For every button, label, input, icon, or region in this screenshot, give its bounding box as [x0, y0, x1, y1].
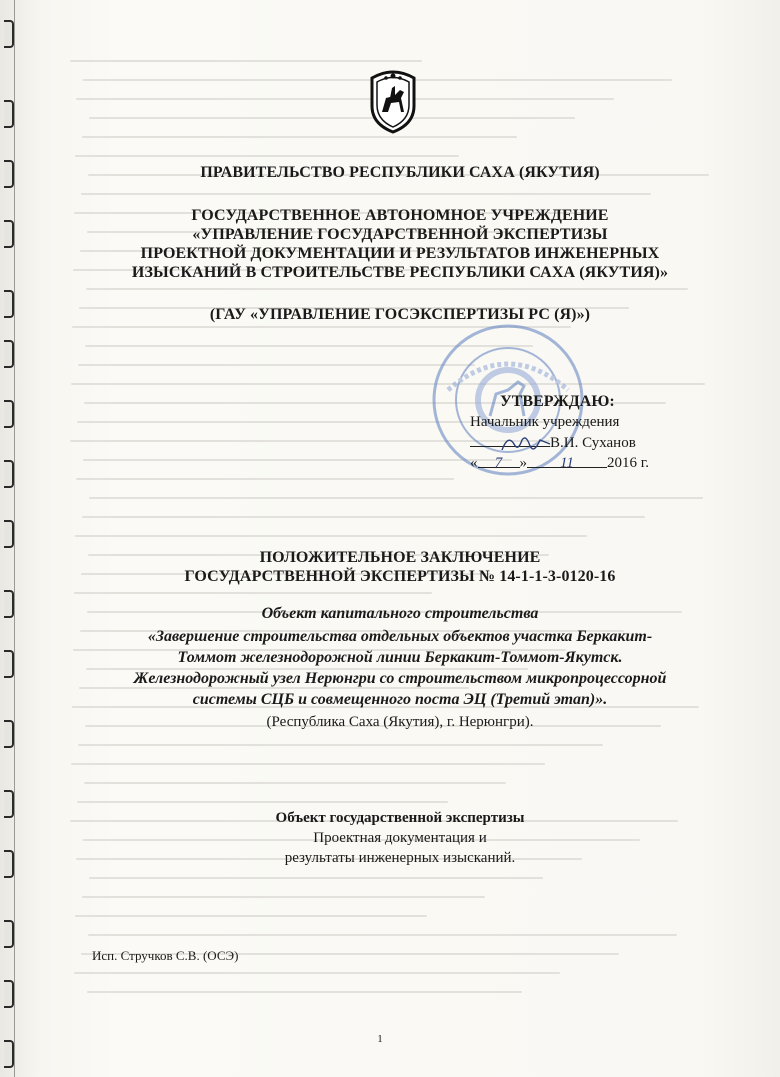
government-title: ПРАВИТЕЛЬСТВО РЕСПУБЛИКИ САХА (ЯКУТИЯ) — [200, 164, 600, 181]
binding-hole — [4, 460, 14, 488]
binding-hole — [4, 290, 14, 318]
binding-hole — [4, 520, 14, 548]
approval-title: УТВЕРЖДАЮ: — [500, 393, 615, 410]
expertise-value-line: результаты инженерных изысканий. — [284, 850, 516, 866]
expertise-value-line: Проектная документация и — [313, 830, 487, 846]
ghost-line — [88, 934, 677, 936]
ghost-line — [78, 744, 603, 746]
executor-note: Исп. Стручков С.В. (ОСЭ) — [92, 948, 239, 963]
ghost-line — [82, 516, 645, 518]
date-month: 11 — [527, 453, 607, 468]
ghost-line — [78, 364, 475, 366]
binding-hole — [4, 160, 14, 188]
binding-hole — [4, 650, 14, 678]
bleed-through-text — [70, 60, 710, 1020]
binding-hole — [4, 220, 14, 248]
organization-line: ИЗЫСКАНИЙ В СТРОИТЕЛЬСТВЕ РЕСПУБЛИКИ САХА (ЯКУТИЯ)» — [131, 264, 669, 281]
object-name-line: «Завершение строительства отдельных объектов участка Беркакит- — [147, 628, 653, 645]
organization-name — [60, 206, 740, 282]
organization-short-name: (ГАУ «УПРАВЛЕНИЕ ГОСЭКСПЕРТИЗЫ РС (Я)») — [209, 306, 591, 323]
binding-hole — [4, 340, 14, 368]
organization-line: ГОСУДАРСТВЕННОЕ АВТОНОМНОЕ УЧРЕЖДЕНИЕ — [191, 207, 609, 224]
ghost-line — [89, 877, 543, 879]
ghost-line — [71, 383, 705, 385]
object-location: (Республика Саха (Якутия), г. Нерюнгри). — [266, 714, 534, 730]
object-name-line: системы СЦБ и совмещенного поста ЭЦ (Третий этап)». — [192, 691, 608, 708]
date-open-quote: « — [470, 455, 478, 471]
ghost-line — [74, 972, 560, 974]
binding-hole — [4, 1040, 14, 1068]
ghost-line — [77, 801, 448, 803]
approval-date-row — [470, 453, 710, 473]
ghost-line — [75, 915, 427, 917]
binding-hole — [4, 980, 14, 1008]
conclusion-title-line: ГОСУДАРСТВЕННОЙ ЭКСПЕРТИЗЫ № 14-1-1-3-0120-16 — [184, 568, 616, 585]
ghost-line — [84, 782, 506, 784]
ghost-line — [76, 478, 454, 480]
binding-hole — [4, 920, 14, 948]
ghost-line — [81, 193, 651, 195]
organization-line: ПРОЕКТНОЙ ДОКУМЕНТАЦИИ И РЕЗУЛЬТАТОВ ИНЖЕНЕРНЫХ — [140, 245, 660, 262]
expertise-value — [60, 828, 740, 868]
ghost-line — [70, 60, 422, 62]
sakha-emblem-icon — [364, 68, 422, 134]
object-name-line: Железнодорожный узел Нерюнгри со строительством микропроцессорной — [133, 670, 667, 687]
binding-hole — [4, 850, 14, 878]
object-name — [60, 626, 740, 710]
conclusion-title — [60, 548, 740, 586]
binding-hole — [4, 590, 14, 618]
approval-signer: В.И. Суханов — [550, 435, 636, 451]
ghost-line — [82, 896, 485, 898]
ghost-line — [74, 592, 432, 594]
ghost-line — [76, 98, 614, 100]
binding-hole — [4, 790, 14, 818]
ghost-line — [75, 155, 459, 157]
page-number: 1 — [377, 1033, 383, 1045]
binding-hole — [4, 100, 14, 128]
ghost-line — [89, 117, 575, 119]
ghost-line — [87, 991, 522, 993]
binding-hole — [4, 400, 14, 428]
date-close-quote: » — [519, 455, 527, 471]
date-year: 2016 г. — [607, 455, 649, 471]
binding-hole — [4, 720, 14, 748]
binding-strip — [0, 0, 30, 1077]
conclusion-title-line: ПОЛОЖИТЕЛЬНОЕ ЗАКЛЮЧЕНИЕ — [259, 549, 541, 566]
expertise-label: Объект государственной экспертизы — [275, 810, 525, 826]
object-label: Объект капитального строительства — [261, 605, 539, 622]
object-name-line: Томмот железнодорожной линии Беркакит-Томмот-Якутск. — [177, 649, 623, 666]
ghost-line — [89, 497, 703, 499]
date-day: 7 — [478, 453, 520, 468]
binding-hole — [4, 20, 14, 48]
ghost-line — [75, 535, 587, 537]
organization-line: «УПРАВЛЕНИЕ ГОСУДАРСТВЕННОЙ ЭКСПЕРТИЗЫ — [192, 226, 608, 243]
binding-thread — [14, 0, 15, 1077]
ghost-line — [71, 763, 545, 765]
ghost-line — [86, 288, 688, 290]
handwritten-signature — [500, 432, 552, 456]
ghost-line — [82, 136, 517, 138]
approval-position: Начальник учреждения — [470, 414, 620, 430]
